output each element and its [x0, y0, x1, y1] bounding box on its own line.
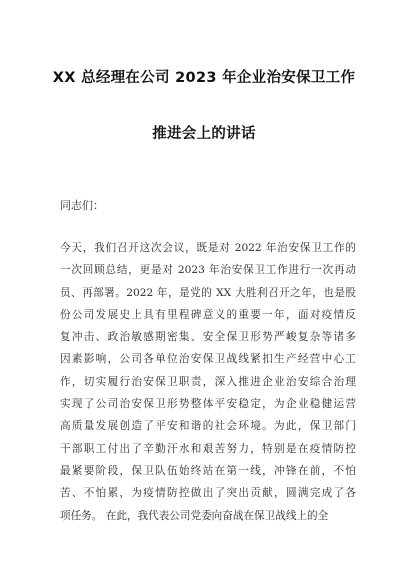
paragraph-line: 干部职工付出了辛勤汗水和艰苦努力，特别是在疫情防控: [60, 442, 356, 455]
document-title-line-2: 推进会上的讲话: [152, 126, 256, 142]
paragraph-line: 最紧要阶段，保卫队伍始终站在第一线，冲锋在前，不怕: [60, 464, 356, 477]
paragraph-line: 复冲击、政治敏感期密集、安全保卫形势严峻复杂等诸多: [60, 331, 356, 344]
paragraph-line: 作，切实履行治安保卫职责，深入推进企业治安综合治理: [60, 375, 356, 388]
paragraph-line: 高质量发展创造了平安和谐的社会环境。为此，保卫部门: [60, 420, 356, 433]
paragraph-line: 实现了公司治安保卫形势整体平安稳定，为企业稳健运营: [60, 398, 356, 411]
paragraph-line: 苦、不怕累，为疫情防控做出了突出贡献，圆满完成了各: [60, 487, 356, 500]
speech-paragraph: [60, 237, 356, 527]
paragraph-line: 项任务。 在此，我代表公司党委向奋战在保卫战线上的全: [60, 509, 329, 522]
paragraph-line: 今天，我们召开这次会议，既是对 2022 年治安保卫工作的: [60, 242, 356, 254]
paragraph-line: 份公司发展史上具有里程碑意义的重要一年，面对疫情反: [60, 308, 356, 321]
paragraph-line: 一次回顾总结，更是对 2023 年治安保卫工作进行一次再动: [60, 264, 356, 277]
paragraph-line: 员、再部署。2022 年，是党的 XX 大胜利召开之年，也是股: [60, 286, 356, 299]
document-title-line-1: XX 总经理在公司 2023 年企业治安保卫工作: [52, 70, 356, 86]
greeting: 同志们：: [60, 199, 104, 212]
paragraph-line: 因素影响，公司各单位治安保卫战线紧扣生产经营中心工: [60, 353, 356, 366]
